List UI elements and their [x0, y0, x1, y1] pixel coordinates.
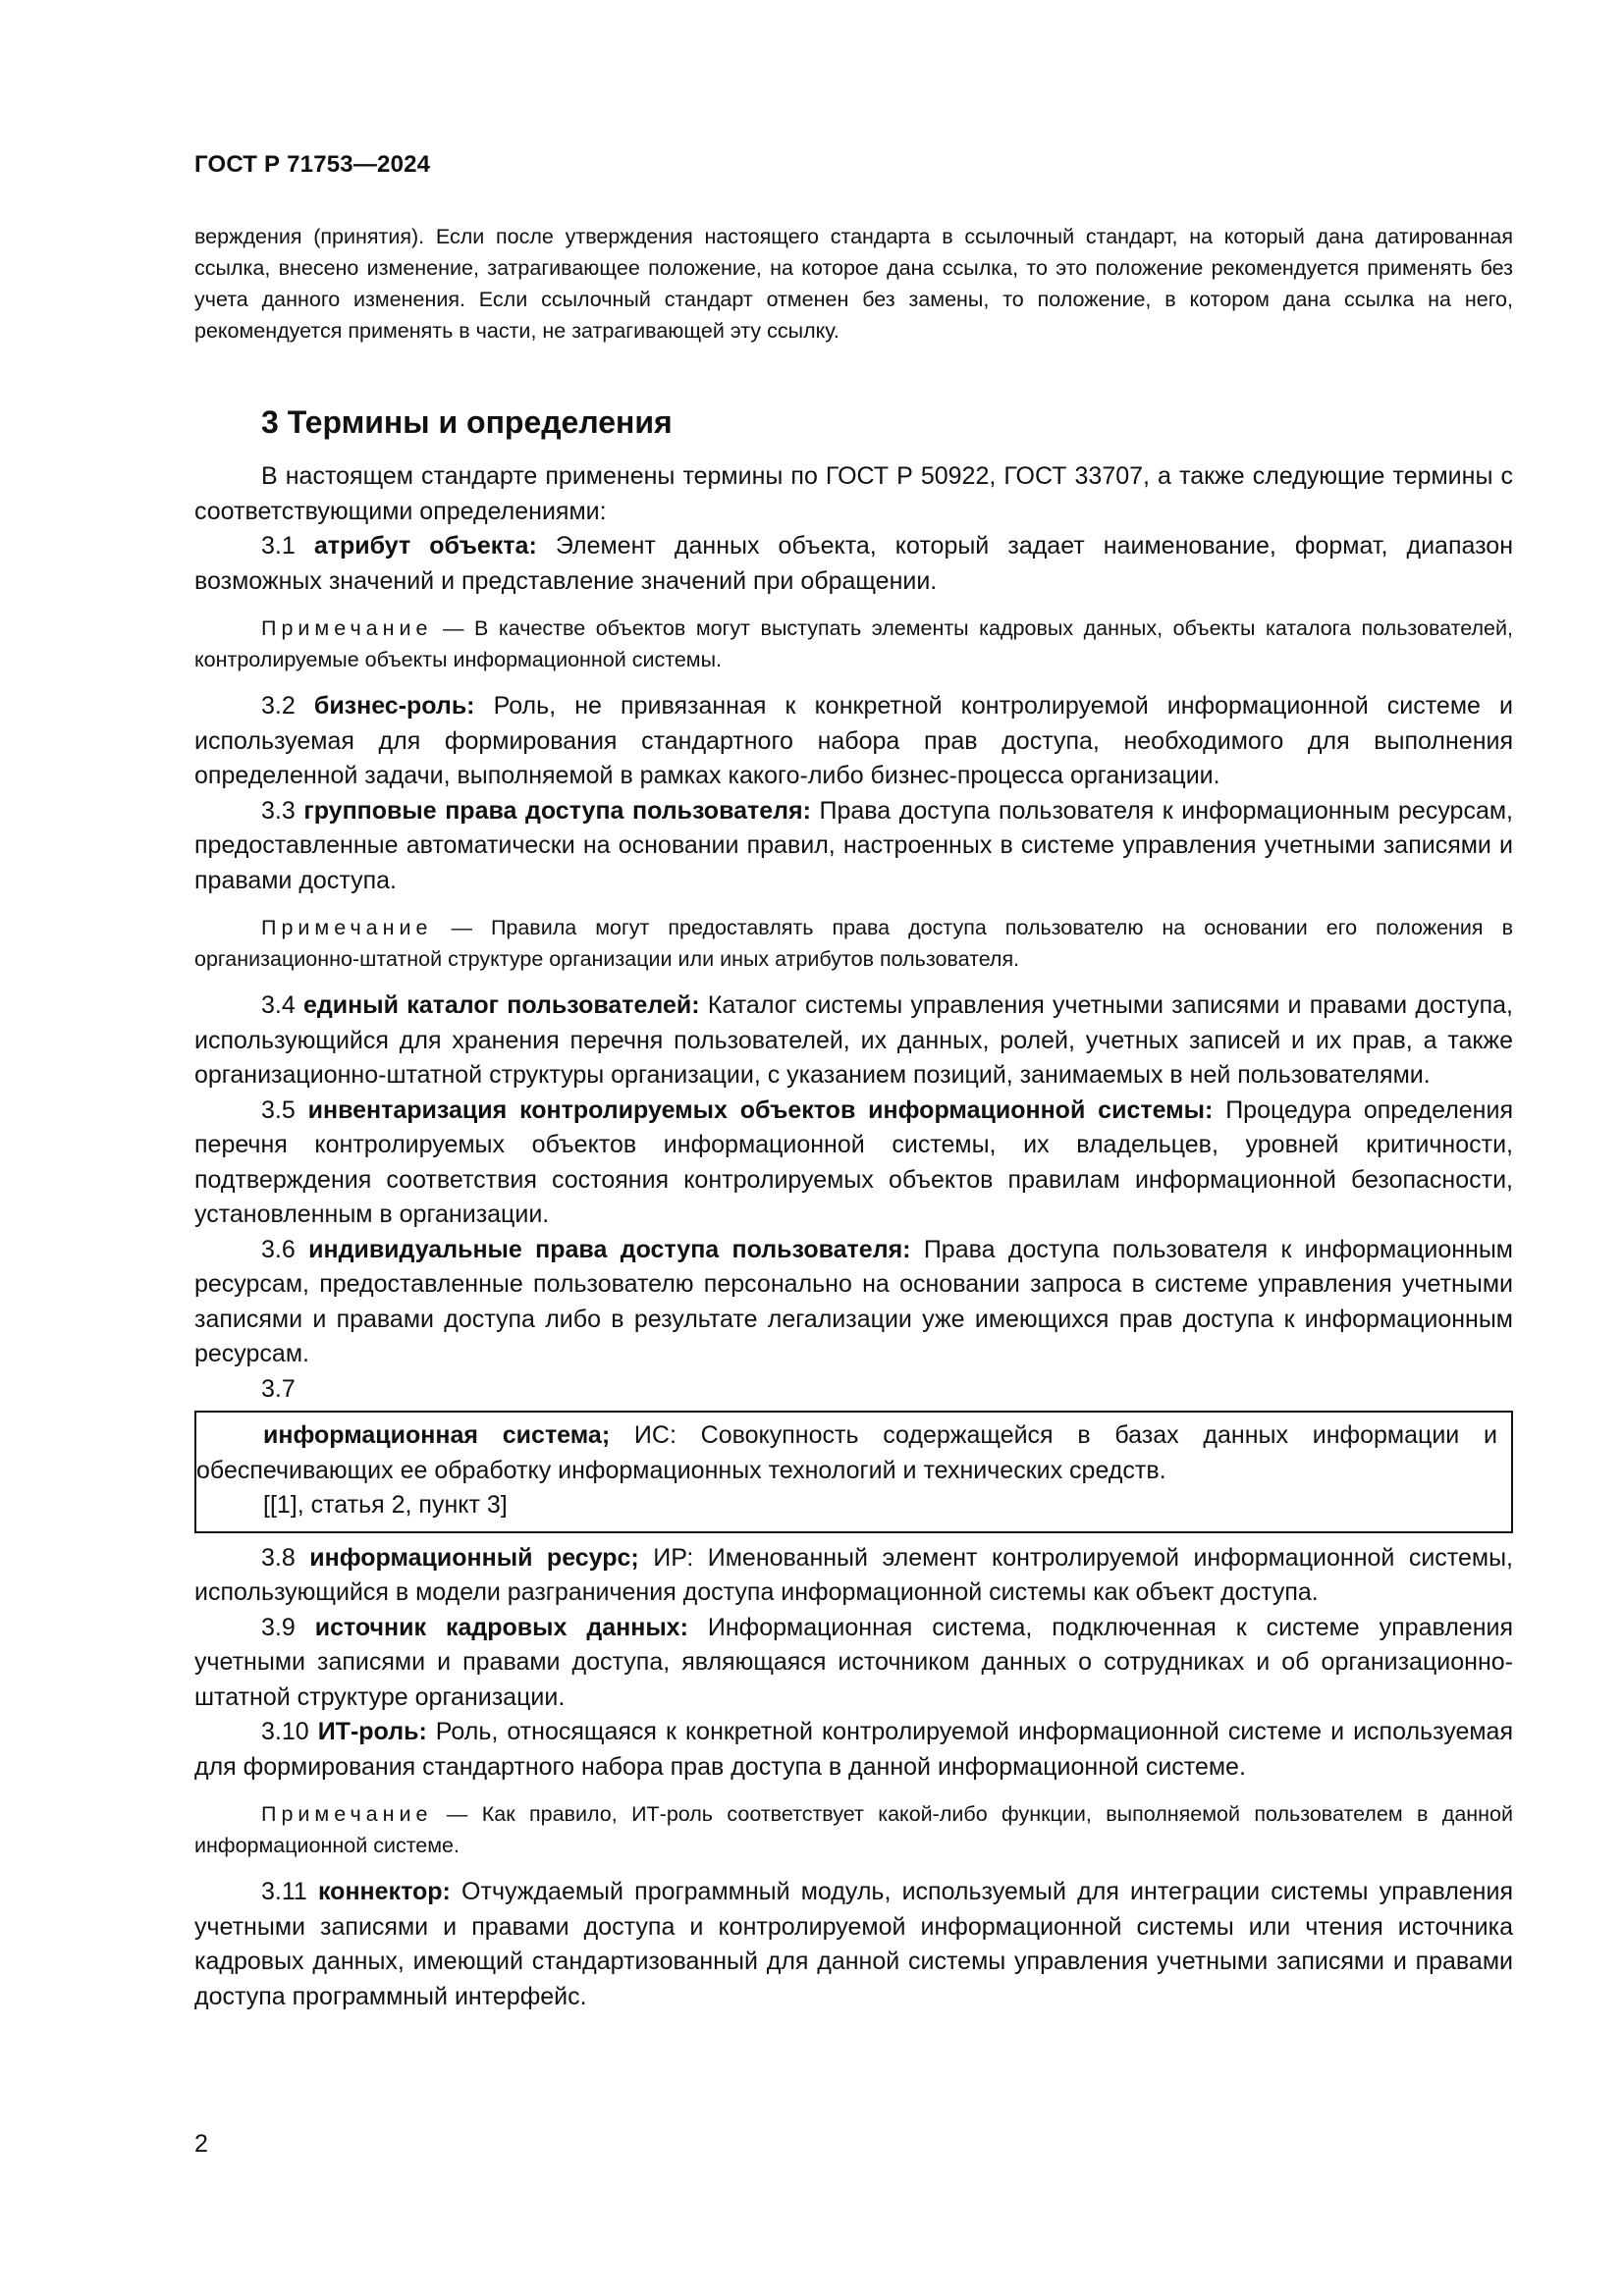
- term-3-3: [194, 794, 1513, 899]
- note-3-1: [194, 613, 1513, 675]
- term-3-11: [194, 1875, 1513, 2014]
- term-3-10: [194, 1715, 1513, 1785]
- page-body: [194, 221, 1513, 2014]
- term-number: 3.2: [261, 692, 314, 720]
- term-3-9: [194, 1611, 1513, 1716]
- intro-paragraph: верждения (принятия). Если после утверждения настоящего стандарта в ссылочный стандарт, на который дана датированная ссылка, внесено изменение, затрагивающее положение, на которое дана ссылка, то это положение рекомендуется применять без учета данного изменения. Если ссылочный стандарт отменен без замены, то положение, в котором дана ссылка на него, рекомендуется применять в части, не затрагивающей эту ссылку.: [194, 225, 1513, 343]
- term-number: 3.1: [261, 532, 314, 560]
- term-number: 3.11: [261, 1878, 318, 1905]
- term-name: атрибут объекта:: [313, 532, 537, 560]
- term-number: 3.4: [261, 991, 304, 1019]
- note-text: Как правило, ИТ-роль соответствует какой-либо функции, выполняемой пользователем в данной информационной системе.: [194, 1802, 1513, 1857]
- term-name: ИТ-роль:: [317, 1718, 427, 1745]
- term-number: 3.10: [261, 1718, 318, 1745]
- note-label: Примечание: [261, 1802, 433, 1826]
- term-definition: Роль, относящаяся к конкретной контролируемой информационной системе и используемая для формирования стандартного набора прав доступа в данной информационной системе.: [194, 1718, 1513, 1781]
- term-number: 3.3: [261, 796, 304, 825]
- section-title: 3 Термины и определения: [261, 404, 673, 440]
- page-number: 2: [194, 2130, 208, 2158]
- term-3-4: [194, 988, 1513, 1094]
- note-dash: —: [432, 1802, 482, 1826]
- term-definition: Права доступа пользователя к информационным ресурсам, предоставленные автоматически на основании правил, настроенных в системе управления учетными записями и правами доступа.: [194, 796, 1514, 894]
- term-name: групповые права доступа пользователя:: [303, 796, 811, 825]
- section-lead: В настоящем стандарте применены термины по ГОСТ Р 50922, ГОСТ 33707, а также следующие термины с соответствующими определениями:: [194, 462, 1513, 525]
- note-3-10: [194, 1798, 1513, 1861]
- term-definition: Информационная система, подключенная к системе управления учетными записями и правами доступа, являющаяся источником данных о сотрудниках и об организационно-штатной структуре организации.: [194, 1613, 1514, 1711]
- note-label: Примечание: [261, 916, 433, 939]
- term-definition: Роль, не привязанная к конкретной контролируемой информационной системе и используемая для формирования стандартного набора прав доступа, необходимого для выполнения определенной задачи, выполняемой в рамках какого-либо бизнес-процесса организации.: [194, 692, 1513, 789]
- term-name: информационный ресурс;: [309, 1543, 639, 1572]
- term-3-6: [194, 1233, 1513, 1372]
- term-name: информационная система;: [263, 1421, 611, 1449]
- term-3-5: [194, 1094, 1513, 1233]
- term-3-7: [196, 1418, 1497, 1488]
- term-3-7-source: [[1], статья 2, пункт 3]: [263, 1491, 508, 1519]
- term-name: источник кадровых данных:: [314, 1613, 688, 1641]
- term-3-8: [194, 1541, 1513, 1611]
- term-name: единый каталог пользователей:: [303, 991, 700, 1019]
- term-3-2: [194, 689, 1513, 794]
- note-3-3: [194, 912, 1513, 975]
- note-label: Примечание: [261, 616, 433, 640]
- note-text: В качестве объектов могут выступать элементы кадровых данных, объекты каталога пользователей, контролируемые объекты информационной системы.: [194, 616, 1513, 671]
- term-definition: Элемент данных объекта, который задает наименование, формат, диапазон возможных значений и представление значений при обращении.: [194, 532, 1514, 595]
- document-header: ГОСТ Р 71753—2024: [194, 151, 431, 178]
- term-definition: Отчуждаемый программный модуль, используемый для интеграции системы управления учетными записями и правами доступа и контролируемой информационной системы или чтения источника кадровых данных, имеющий стандартизованный для данной системы управления учетными записями и правами доступа программный интерфейс.: [194, 1878, 1513, 2010]
- term-definition: Каталог системы управления учетными записями и правами доступа, использующийся для хранения перечня пользователей, их данных, ролей, учетных записей и их прав, а также организационно-штатной структуры организации, с указанием позиций, занимаемых в ней пользователями.: [194, 991, 1514, 1089]
- term-3-7-box: [194, 1411, 1513, 1533]
- term-number: 3.5: [261, 1095, 308, 1124]
- term-name: коннектор:: [318, 1878, 451, 1905]
- term-definition: Процедура определения перечня контролируемых объектов информационной системы, их владельцев, уровней критичности, подтверждения соответствия состояния контролируемых объектов правилам информационной безопасности, установленным в организации.: [194, 1095, 1513, 1228]
- note-dash: —: [432, 616, 475, 640]
- term-definition: ИС: Совокупность содержащейся в базах данных информации и обеспечивающих ее обработку информационных технологий и технических средств.: [196, 1421, 1497, 1484]
- term-definition: Права доступа пользователя к информационным ресурсам, предоставленные пользователю персонально на основании запроса в системе управления учетными записями и правами доступа либо в результате легализации уже имеющихся прав доступа к информационным ресурсам.: [194, 1235, 1513, 1367]
- term-3-7-number: 3.7: [261, 1374, 296, 1403]
- term-definition: ИР: Именованный элемент контролируемой информационной системы, использующийся в модели разграничения доступа информационной системы как объект доступа.: [194, 1543, 1513, 1606]
- note-dash: —: [432, 916, 491, 939]
- term-name: индивидуальные права доступа пользователя:: [308, 1235, 911, 1263]
- term-number: 3.6: [261, 1235, 309, 1263]
- term-name: бизнес-роль:: [313, 692, 475, 720]
- term-number: 3.9: [261, 1613, 315, 1641]
- term-name: инвентаризация контролируемых объектов информационной системы:: [307, 1095, 1214, 1124]
- term-3-1: [194, 529, 1513, 599]
- term-number: 3.8: [261, 1543, 310, 1572]
- note-text: Правила могут предоставлять права доступа пользователю на основании его положения в организационно-штатной структуре организации или иных атрибутов пользователя.: [194, 916, 1513, 971]
